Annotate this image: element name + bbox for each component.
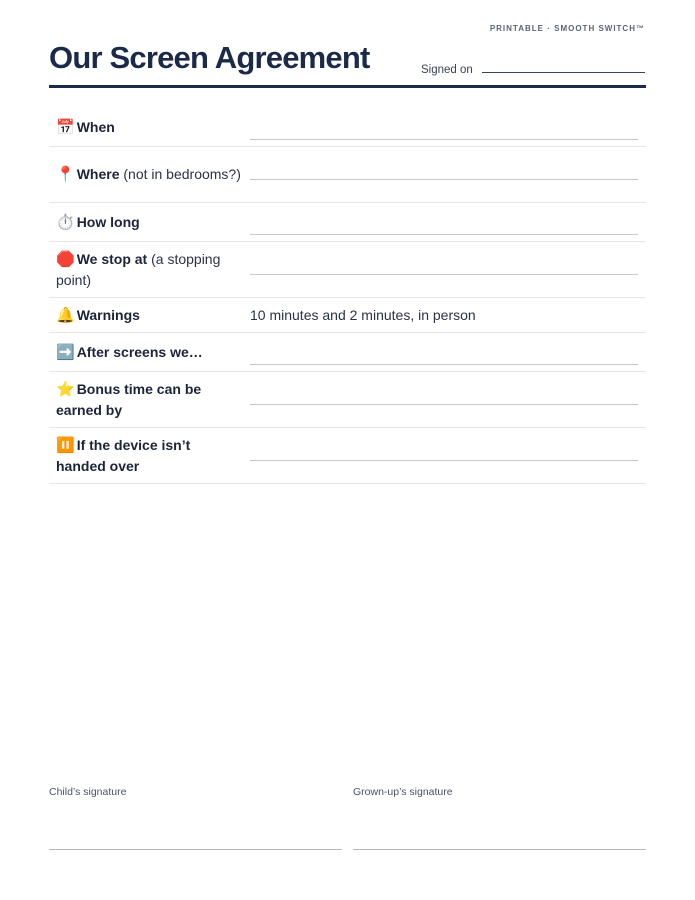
fill-line — [250, 460, 638, 461]
grownup-signature-field[interactable] — [353, 849, 646, 850]
signed-on-field[interactable] — [482, 72, 645, 73]
stopwatch-icon: ⏱️ — [56, 213, 75, 231]
stop-icon: 🛑 — [56, 250, 75, 268]
agreement-row-not-handed-over — [49, 428, 646, 484]
agreement-table — [49, 108, 646, 484]
agreement-row-bonus-time — [49, 372, 646, 428]
row-label — [49, 164, 243, 185]
bell-icon: 🔔 — [56, 306, 75, 324]
row-title: After screens we… — [76, 343, 203, 360]
row-label — [49, 212, 243, 233]
answer-field-how-long[interactable] — [250, 203, 638, 241]
pause-icon: ⏸️ — [56, 436, 75, 454]
agreement-row-where — [49, 147, 646, 203]
agreement-row-how-long — [49, 203, 646, 242]
row-title: Where — [76, 166, 120, 182]
row-note: (a stopping point) — [56, 250, 221, 288]
answer-field-after-screens[interactable] — [250, 333, 638, 371]
row-title: When — [76, 118, 115, 135]
agreement-row-stop-at — [49, 242, 646, 298]
fill-line — [250, 364, 638, 365]
fill-line — [250, 404, 638, 405]
answer-field-warnings[interactable] — [250, 298, 638, 332]
star-icon: ⭐ — [56, 380, 75, 398]
agreement-row-after-screens — [49, 333, 646, 372]
agreement-row-when — [49, 108, 646, 147]
fill-line — [250, 234, 638, 235]
answer-field-not-handed-over[interactable] — [250, 428, 638, 483]
row-title: Warnings — [76, 306, 140, 323]
page-title: Our Screen Agreement — [49, 40, 370, 75]
row-label — [49, 249, 243, 291]
pin-icon: 📍 — [56, 166, 75, 183]
calendar-icon: 📅 — [56, 118, 75, 136]
row-label — [49, 435, 243, 477]
fill-line — [250, 139, 638, 140]
child-signature-field[interactable] — [49, 849, 342, 850]
row-title: If the device isn’t handed over — [56, 436, 191, 474]
grownup-signature-label: Grown-up’s signature — [353, 786, 453, 798]
row-title: How long — [76, 213, 140, 230]
row-label — [49, 342, 243, 363]
fill-line — [250, 274, 638, 275]
brand-tag: PRINTABLE · SMOOTH SWITCH™ — [489, 24, 645, 33]
row-label — [49, 305, 243, 326]
answer-text: 10 minutes and 2 minutes, in person — [250, 307, 476, 323]
answer-field-where[interactable] — [250, 147, 638, 202]
signed-on-label: Signed on — [421, 64, 473, 76]
answer-field-when[interactable] — [250, 108, 638, 146]
row-label — [49, 379, 243, 421]
row-title: We stop at — [76, 250, 148, 267]
arrow-right-icon: ➡️ — [56, 343, 75, 361]
row-label — [49, 117, 243, 138]
row-note: (not in bedrooms?) — [119, 166, 241, 182]
row-title: Bonus time can be earned by — [56, 380, 202, 418]
answer-field-stop-at[interactable] — [250, 242, 638, 297]
child-signature-label: Child’s signature — [49, 786, 127, 798]
header-divider — [49, 85, 646, 88]
fill-line — [250, 179, 638, 180]
answer-field-bonus-time[interactable] — [250, 372, 638, 427]
agreement-row-warnings — [49, 298, 646, 333]
